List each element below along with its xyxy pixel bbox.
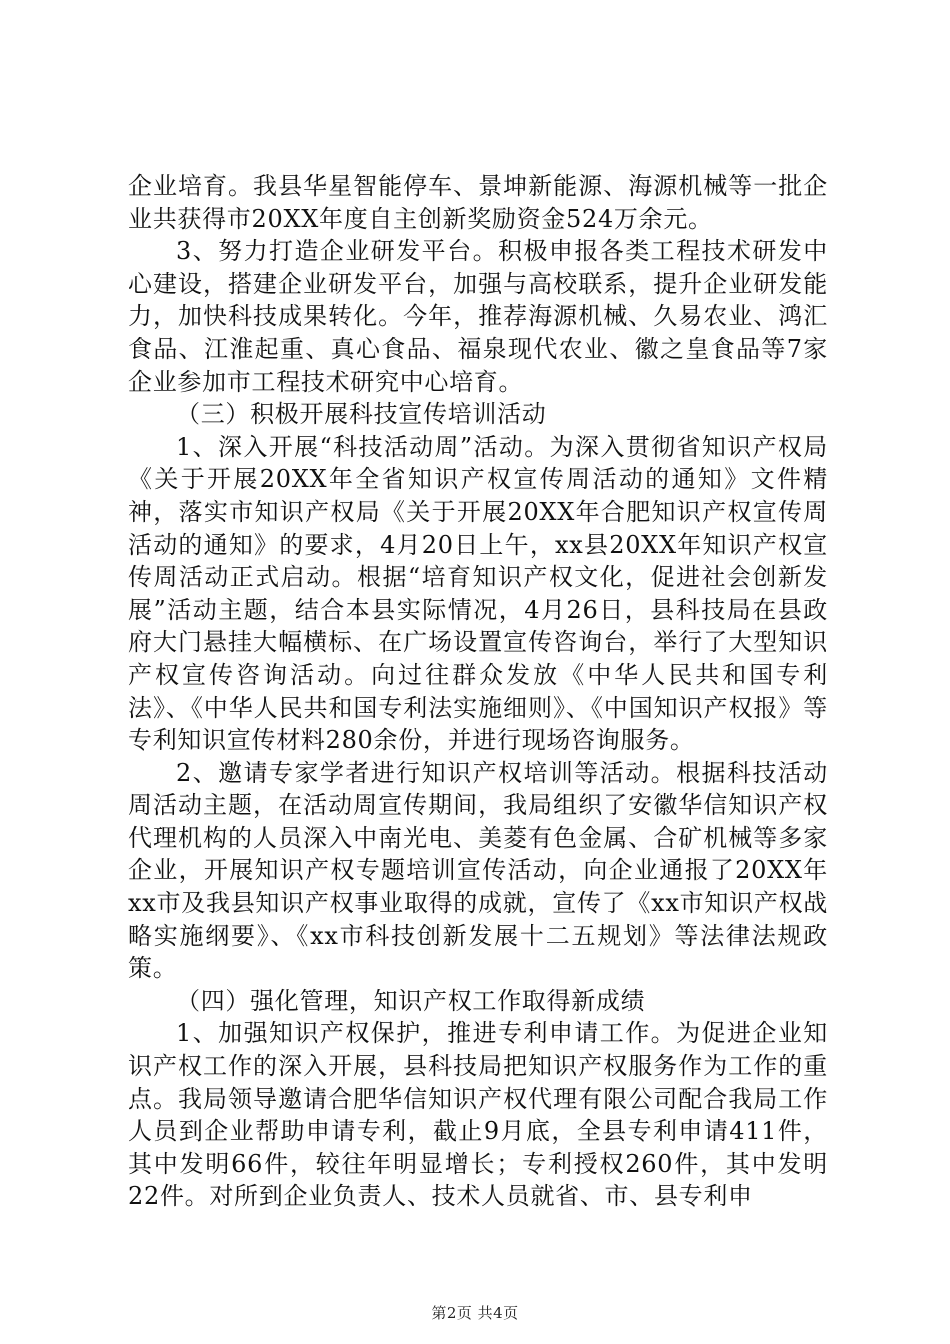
page-number-footer: 第2页 共4页: [431, 1304, 519, 1322]
paragraph-expert-training: 2、邀请专家学者进行知识产权培训等活动。根据科技活动周活动主题，在活动周宣传期间，我局组织了安徽华信知识产权代理机构的人员深入中南光电、美菱有色金属、合矿机械等多家企业，开展知识产权专题培训宣传活动，向企业通报了20XX年xx市及我县知识产权事业取得的成就，宣传了《xx市知识产权战略实施纲要》、《xx市科技创新发展十二五规划》等法律法规政策。: [128, 758, 828, 983]
document-body: [128, 170, 828, 1213]
section-heading-4: （四）强化管理，知识产权工作取得新成绩: [176, 986, 646, 1015]
paragraph-continuation: 企业培育。我县华星智能停车、景坤新能源、海源机械等一批企业共获得市20XX年度自主创新奖励资金524万余元。: [128, 172, 828, 233]
paragraph-patent-protection: 1、加强知识产权保护，推进专利申请工作。为促进企业知识产权工作的深入开展，县科技局把知识产权服务作为工作的重点。我局领导邀请合肥华信知识产权代理有限公司配合我局工作人员到企业帮助申请专利，截止9月底，全县专利申请411件，其中发明66件，较往年明显增长；专利授权260件，其中发明22件。对所到企业负责人、技术人员就省、市、县专利申: [128, 1019, 828, 1211]
paragraph-rd-platform: 3、努力打造企业研发平台。积极申报各类工程技术研发中心建设，搭建企业研发平台，加强与高校联系，提升企业研发能力，加快科技成果转化。今年，推荐海源机械、久易农业、鸿汇食品、江淮起重、真心食品、福泉现代农业、徽之皇食品等7家企业参加市工程技术研究中心培育。: [128, 237, 828, 396]
paragraph-science-week: 1、深入开展“科技活动周”活动。为深入贯彻省知识产权局《关于开展20XX年全省知识产权宣传周活动的通知》文件精神，落实市知识产权局《关于开展20XX年合肥知识产权宣传周活动的通知》的要求，4月20日上午，xx县20XX年知识产权宣传周活动正式启动。根据“培育知识产权文化，促进社会创新发展”活动主题，结合本县实际情况，4月26日，县科技局在县政府大门悬挂大幅横标、在广场设置宣传咨询台，举行了大型知识产权宣传咨询活动。向过往群众发放《中华人民共和国专利法》、《中华人民共和国专利法实施细则》、《中国知识产权报》等专利知识宣传材料280余份，并进行现场咨询服务。: [128, 432, 828, 755]
section-heading-3: （三）积极开展科技宣传培训活动: [176, 400, 547, 429]
